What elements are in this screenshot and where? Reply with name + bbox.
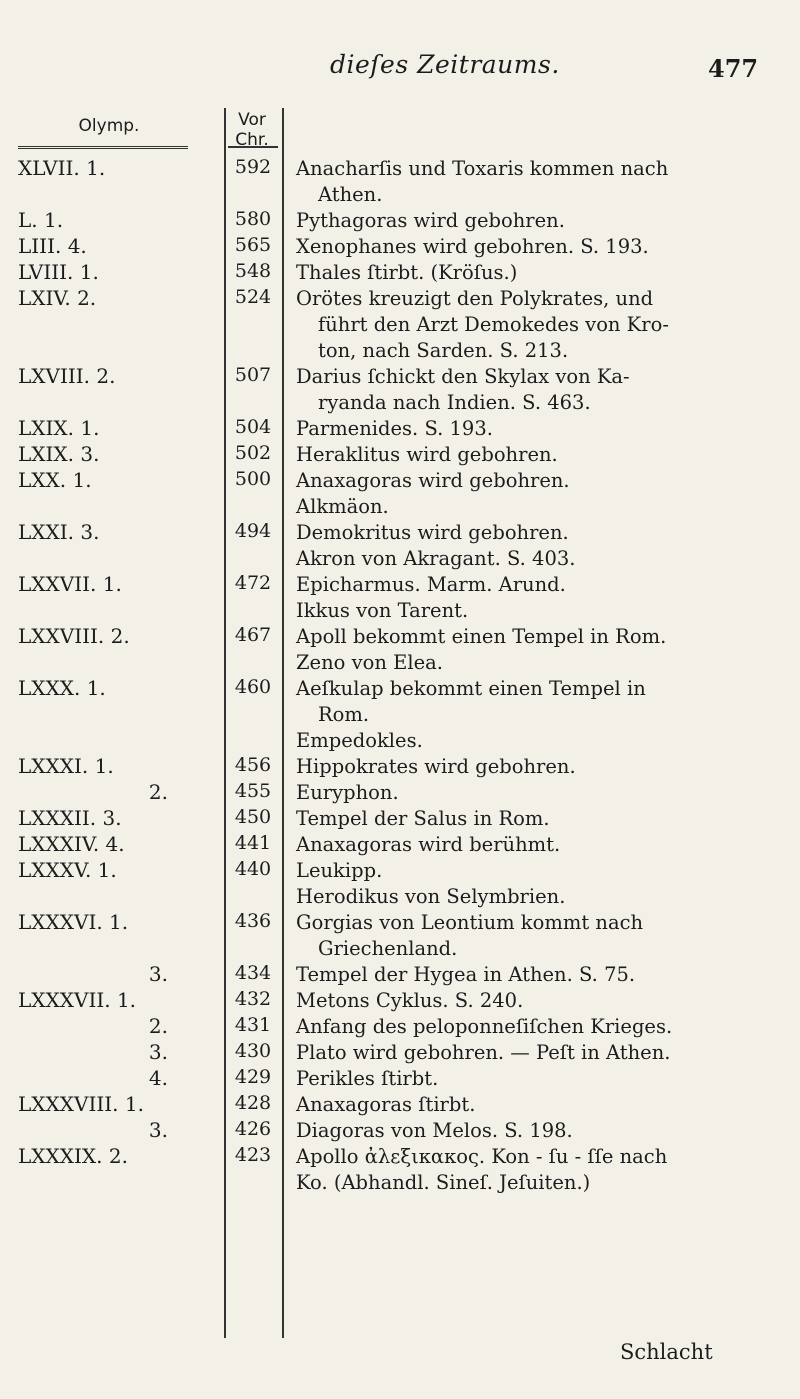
olympiad-cell: 2. bbox=[148, 780, 168, 804]
year-cell: 423 bbox=[234, 1144, 272, 1166]
event-cell: Tempel der Hygea in Athen. S. 75. bbox=[296, 963, 636, 986]
year-cell: 430 bbox=[234, 1040, 272, 1062]
year-cell: 467 bbox=[234, 624, 272, 646]
year-cell: 592 bbox=[234, 156, 272, 178]
year-cell: 450 bbox=[234, 806, 272, 828]
event-cell bbox=[296, 156, 786, 208]
event-cell: Anaxagoras wird berühmt. bbox=[296, 833, 561, 856]
event-cell bbox=[296, 624, 786, 676]
column-divider-left bbox=[224, 108, 226, 1338]
event-cell: Thales ſtirbt. (Kröſus.) bbox=[296, 261, 518, 284]
event-line: Darius ſchickt den Skylax von Ka- bbox=[296, 365, 630, 388]
column-divider-right bbox=[282, 108, 284, 1338]
olympiad-cell: LIII. 4. bbox=[18, 234, 87, 258]
header-rule-olympiad bbox=[18, 146, 188, 149]
event-cell: Euryphon. bbox=[296, 781, 399, 804]
event-cell bbox=[296, 910, 786, 962]
olympiad-cell: LXXXVII. 1. bbox=[18, 988, 137, 1012]
olympiad-cell: LXXVIII. 2. bbox=[18, 624, 130, 648]
event-line: führt den Arzt Demokedes von Kro- bbox=[318, 313, 669, 336]
year-cell: 502 bbox=[234, 442, 272, 464]
year-header-line2: Chr. bbox=[235, 130, 269, 150]
olympiad-cell: LXVIII. 2. bbox=[18, 364, 116, 388]
event-cell: Anfang des peloponneſiſchen Krieges. bbox=[296, 1015, 673, 1038]
year-cell: 455 bbox=[234, 780, 272, 802]
event-cell: Xenophanes wird gebohren. S. 193. bbox=[296, 235, 649, 258]
event-line: Aeſkulap bekommt einen Tempel in bbox=[296, 677, 646, 700]
event-cell bbox=[296, 572, 786, 624]
event-cell: Pythagoras wird gebohren. bbox=[296, 209, 565, 232]
event-line: Orötes kreuzigt den Polykrates, und bbox=[296, 287, 654, 310]
event-cell bbox=[296, 520, 786, 572]
olympiad-cell: L. 1. bbox=[18, 208, 64, 232]
olympiad-cell: XLVII. 1. bbox=[18, 156, 106, 180]
event-line: Akron von Akragant. S. 403. bbox=[296, 547, 576, 570]
event-line: ton, nach Sarden. S. 213. bbox=[318, 339, 569, 362]
year-cell: 565 bbox=[234, 234, 272, 256]
year-cell: 507 bbox=[234, 364, 272, 386]
event-cell bbox=[296, 858, 786, 910]
year-cell: 426 bbox=[234, 1118, 272, 1140]
event-cell: Tempel der Salus in Rom. bbox=[296, 807, 550, 830]
year-cell: 472 bbox=[234, 572, 272, 594]
event-line: Anaxagoras wird gebohren. bbox=[296, 469, 570, 492]
olympiad-cell: LVIII. 1. bbox=[18, 260, 99, 284]
olympiad-cell: 3. bbox=[148, 1040, 168, 1064]
olympiad-cell: 4. bbox=[148, 1066, 168, 1090]
year-cell: 434 bbox=[234, 962, 272, 984]
year-cell: 431 bbox=[234, 1014, 272, 1036]
running-head bbox=[0, 50, 800, 90]
year-cell: 500 bbox=[234, 468, 272, 490]
olympiad-cell: LXXXI. 1. bbox=[18, 754, 114, 778]
event-cell bbox=[296, 364, 786, 416]
olympiad-cell: LXXXVI. 1. bbox=[18, 910, 129, 934]
event-line: Zeno von Elea. bbox=[296, 651, 443, 674]
event-cell: Plato wird gebohren. — Peſt in Athen. bbox=[296, 1041, 671, 1064]
year-column-header bbox=[228, 110, 276, 150]
event-cell: Diagoras von Melos. S. 198. bbox=[296, 1119, 573, 1142]
event-line: Herodikus von Selymbrien. bbox=[296, 885, 566, 908]
page-number: 477 bbox=[708, 54, 759, 83]
event-line: Ikkus von Tarent. bbox=[296, 599, 469, 622]
event-cell: Heraklitus wird gebohren. bbox=[296, 443, 558, 466]
event-line: Ko. (Abhandl. Sineſ. Jeſuiten.) bbox=[296, 1171, 591, 1194]
event-cell: Hippokrates wird gebohren. bbox=[296, 755, 576, 778]
event-line: Rom. bbox=[318, 703, 370, 726]
olympiad-cell: LXXXII. 3. bbox=[18, 806, 122, 830]
year-cell: 494 bbox=[234, 520, 272, 542]
year-cell: 460 bbox=[234, 676, 272, 698]
year-cell: 524 bbox=[234, 286, 272, 308]
year-cell: 428 bbox=[234, 1092, 272, 1114]
event-line: Anacharſis und Toxaris kommen nach bbox=[296, 157, 669, 180]
olympiad-cell: LXIX. 3. bbox=[18, 442, 100, 466]
header-rule-year bbox=[228, 146, 278, 148]
olympiad-cell: LXXX. 1. bbox=[18, 676, 106, 700]
olympiad-cell: LXXI. 3. bbox=[18, 520, 100, 544]
olympiad-cell: 3. bbox=[148, 962, 168, 986]
olympiad-cell: 3. bbox=[148, 1118, 168, 1142]
event-line: Epicharmus. Marm. Arund. bbox=[296, 573, 566, 596]
year-cell: 456 bbox=[234, 754, 272, 776]
olympiad-cell: LXIX. 1. bbox=[18, 416, 100, 440]
year-cell: 580 bbox=[234, 208, 272, 230]
year-cell: 440 bbox=[234, 858, 272, 880]
year-cell: 504 bbox=[234, 416, 272, 438]
event-cell: Parmenides. S. 193. bbox=[296, 417, 493, 440]
event-cell: Perikles ſtirbt. bbox=[296, 1067, 439, 1090]
event-line: Apollo ἀλεξικακος. Kon - ſu - ſſe nach bbox=[296, 1145, 668, 1168]
event-cell bbox=[296, 1144, 786, 1196]
year-cell: 441 bbox=[234, 832, 272, 854]
event-line: Gorgias von Leontium kommt nach bbox=[296, 911, 644, 934]
event-line: Empedokles. bbox=[296, 729, 423, 752]
event-cell: Anaxagoras ſtirbt. bbox=[296, 1093, 476, 1116]
olympiad-cell: LXXXIX. 2. bbox=[18, 1144, 128, 1168]
year-cell: 429 bbox=[234, 1066, 272, 1088]
olympiad-column-header: Olymp. bbox=[78, 116, 140, 136]
event-line: Griechenland. bbox=[318, 937, 458, 960]
olympiad-cell: LXX. 1. bbox=[18, 468, 92, 492]
event-line: Alkmäon. bbox=[296, 495, 389, 518]
event-cell bbox=[296, 676, 786, 754]
olympiad-cell: LXIV. 2. bbox=[18, 286, 97, 310]
event-line: Apoll bekommt einen Tempel in Rom. bbox=[296, 625, 667, 648]
year-cell: 432 bbox=[234, 988, 272, 1010]
event-line: Athen. bbox=[318, 183, 383, 206]
olympiad-cell: LXXXV. 1. bbox=[18, 858, 117, 882]
olympiad-cell: LXXXVIII. 1. bbox=[18, 1092, 144, 1116]
event-cell: Metons Cyklus. S. 240. bbox=[296, 989, 524, 1012]
year-header-line1: Vor bbox=[238, 110, 266, 130]
olympiad-cell: LXXXIV. 4. bbox=[18, 832, 125, 856]
year-cell: 436 bbox=[234, 910, 272, 932]
event-cell bbox=[296, 286, 786, 364]
catchword: Schlacht bbox=[620, 1340, 713, 1364]
event-cell bbox=[296, 468, 786, 520]
event-line: ryanda nach Indien. S. 463. bbox=[318, 391, 591, 414]
event-line: Leukipp. bbox=[296, 859, 383, 882]
running-title: dieſes Zeitraums. bbox=[330, 50, 560, 79]
year-cell: 548 bbox=[234, 260, 272, 282]
event-line: Demokritus wird gebohren. bbox=[296, 521, 569, 544]
olympiad-cell: 2. bbox=[148, 1014, 168, 1038]
olympiad-cell: LXXVII. 1. bbox=[18, 572, 122, 596]
